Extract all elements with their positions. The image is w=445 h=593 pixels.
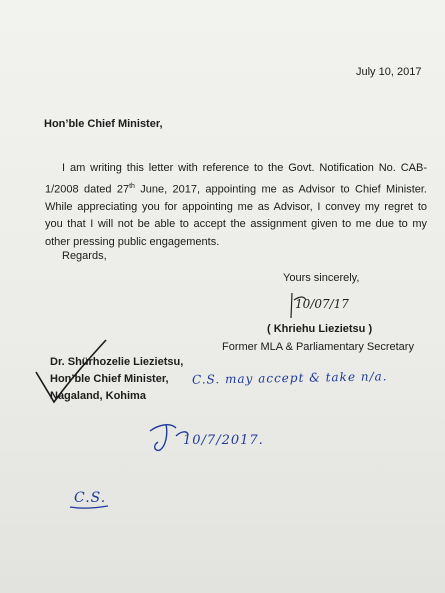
- handwritten-note-date: 10/7/2017.: [183, 433, 264, 448]
- closing: Yours sincerely,: [283, 272, 360, 284]
- regards: Regards,: [62, 250, 107, 262]
- addressee-title: Hon’ble Chief Minister,: [50, 373, 169, 385]
- initials-underline: [70, 506, 108, 508]
- signature-date: 10/07/17: [295, 297, 349, 311]
- addressee-name: Dr. Shürhozelie Liezietsu,: [50, 356, 184, 368]
- body-superscript: th: [129, 182, 135, 190]
- signatory-name: ( Khriehu Liezietsu ): [267, 323, 373, 335]
- addressee-location: Nagaland, Kohima: [50, 390, 146, 402]
- body-text-part2: June, 2017, appointing me as Advisor to Chief Minister. While appreciating you for appointing me as Advisor, I convey my regret to you that I will not be able to accept the assignment given to me due to my other pressing public engagements.: [45, 183, 427, 248]
- handwritten-initials: C.S.: [74, 490, 107, 506]
- letter-date: July 10, 2017: [356, 66, 422, 78]
- signature-stroke: [291, 293, 306, 318]
- body-text-part1: I am writing this letter with reference to the Govt. Notification No. CAB-1/2008 dated 27: [45, 162, 427, 196]
- signatory-title: Former MLA & Parliamentary Secretary: [222, 341, 414, 353]
- check-mark: [36, 340, 106, 402]
- handwritten-note: C.S. may accept & take n/a.: [191, 369, 388, 387]
- blue-signature: [150, 424, 188, 450]
- salutation: Hon’ble Chief Minister,: [44, 118, 163, 130]
